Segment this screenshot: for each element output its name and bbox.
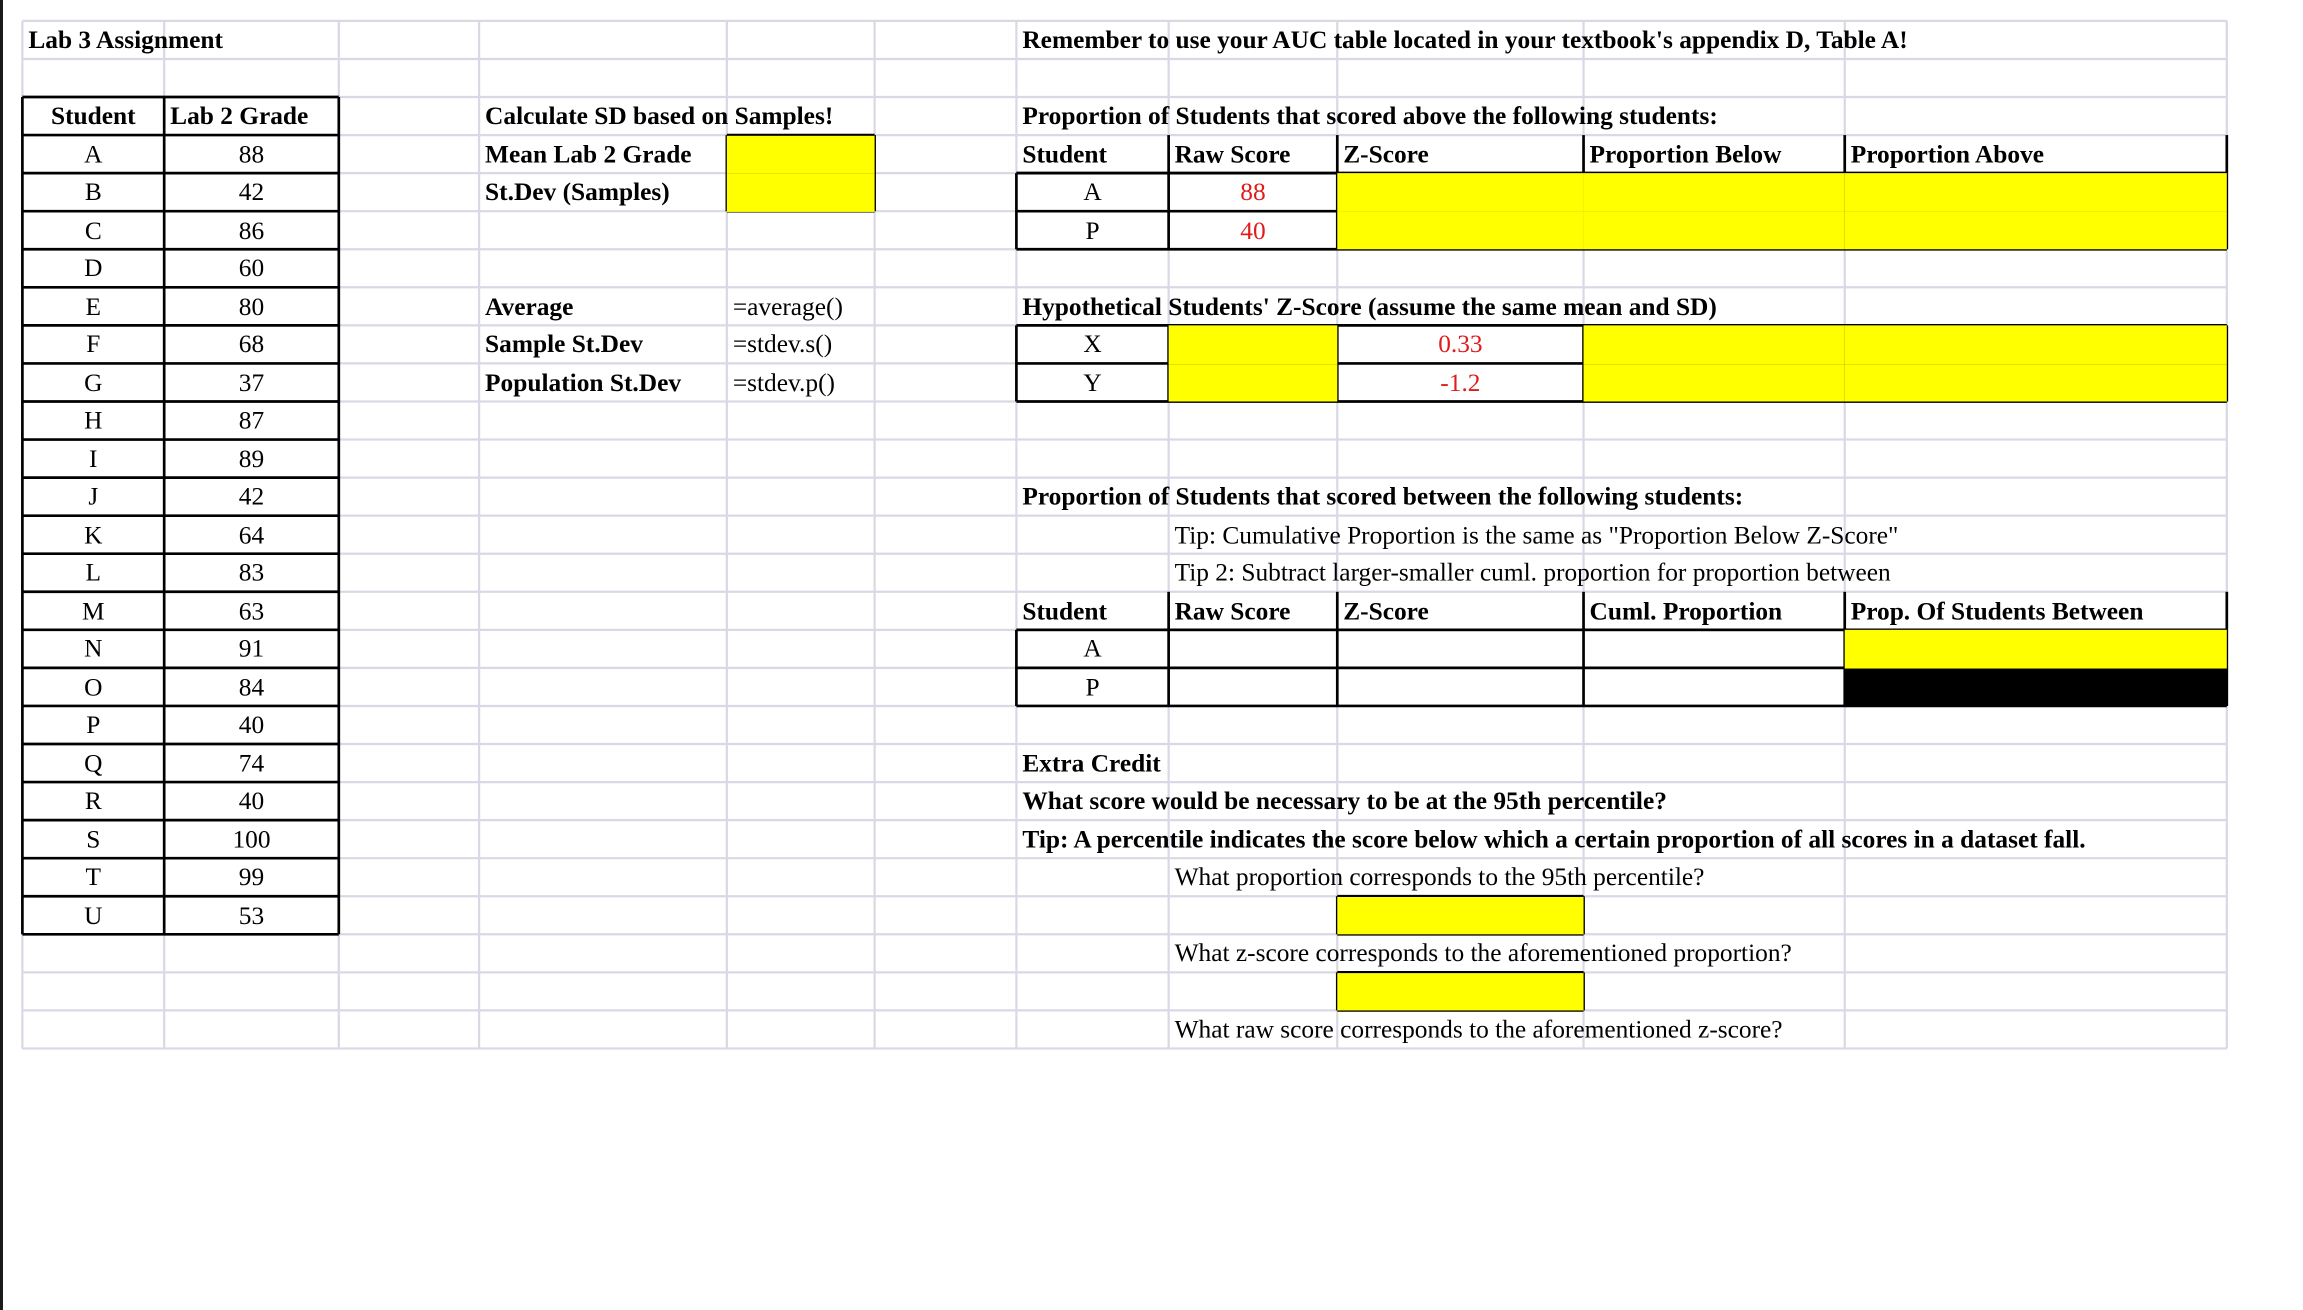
above-answer-cell[interactable] [1337,211,1583,249]
grades-student-cell[interactable]: M [81,596,105,625]
above-column-header: Student [1022,139,1107,168]
grades-student-cell[interactable]: E [85,291,102,321]
grades-grade-cell[interactable]: 87 [238,405,265,435]
above-answer-cell[interactable] [1845,173,2227,211]
grades-student-cell[interactable]: I [89,444,98,473]
between-tip-1: Tip: Cumulative Proportion is the same as "Proportion Below Z-Score" [1174,520,1899,549]
grades-grade-cell[interactable]: 74 [238,748,265,777]
formula-label: Sample St.Dev [485,329,643,359]
above-answer-cell[interactable] [1584,211,1845,249]
grades-student-cell[interactable]: Q [84,748,103,777]
above-answer-cell[interactable] [1845,211,2227,249]
extra-question-proportion: What proportion corresponds to the 95th percentile? [1174,862,1705,892]
grades-student-cell[interactable]: N [84,634,103,663]
hypothetical-raw-cell[interactable] [1169,363,1338,401]
formula-hint[interactable]: =average() [732,291,843,321]
between-column-header: Prop. Of Students Between [1850,596,2144,625]
hypothetical-answer-cell[interactable] [1584,363,1845,401]
hypothetical-zscore-cell[interactable]: -1.2 [1440,367,1481,397]
grades-grade-cell[interactable]: 42 [238,482,265,511]
mean-label: Mean Lab 2 Grade [485,139,692,168]
grades-student-cell[interactable]: T [85,862,102,892]
auc-reminder: Remember to use your AUC table located in your textbook's appendix D, Table A! [1022,25,1908,54]
hypothetical-heading: Hypothetical Students' Z-Score (assume the same mean and SD) [1022,291,1717,321]
extra-credit-heading: Extra Credit [1022,748,1161,777]
extra-credit-question: What score would be necessary to be at the 95th percentile? [1022,786,1667,815]
grades-grade-cell[interactable]: 86 [238,215,265,245]
grades-grade-cell[interactable]: 68 [238,329,265,359]
grades-student-cell[interactable]: G [84,367,103,397]
sheet-title: Lab 3 Assignment [28,25,223,54]
grades-student-cell[interactable]: F [86,329,101,359]
between-student-cell[interactable]: A [1083,634,1102,663]
grades-grade-cell[interactable]: 99 [238,862,265,892]
between-tip-2: Tip 2: Subtract larger-smaller cuml. proportion for proportion between [1174,558,1891,587]
between-column-header: Student [1022,596,1107,625]
above-answer-cell[interactable] [1337,173,1583,211]
between-column-header: Raw Score [1174,596,1291,625]
extra-proportion-answer[interactable] [1337,896,1583,934]
extra-question-raw-score: What raw score corresponds to the aforementioned z-score? [1174,1014,1783,1044]
formula-label: Population St.Dev [485,367,682,397]
grades-student-cell[interactable]: D [84,253,103,283]
extra-credit-tip: Tip: A percentile indicates the score below which a certain proportion of all scores in a dataset fall. [1022,824,2086,853]
grades-grade-cell[interactable]: 64 [238,520,265,549]
hypothetical-student-cell[interactable]: Y [1083,367,1102,397]
between-heading: Proportion of Students that scored between the following students: [1022,482,1744,511]
formula-hint[interactable]: =stdev.s() [732,329,833,359]
grades-grade-cell[interactable]: 91 [238,634,265,663]
grades-student-cell[interactable]: L [85,558,102,587]
sd-answer-cell[interactable] [727,173,875,211]
above-student-cell[interactable]: P [1085,215,1100,245]
above-column-header: Proportion Above [1850,139,2045,168]
grades-grade-cell[interactable]: 100 [232,824,271,853]
sd-label: St.Dev (Samples) [485,177,670,206]
grades-grade-cell[interactable]: 53 [238,900,265,930]
between-column-header: Cuml. Proportion [1589,596,1783,625]
grades-student-cell[interactable]: A [84,139,103,168]
hypothetical-answer-cell[interactable] [1845,363,2227,401]
grades-grade-cell[interactable]: 40 [238,786,265,815]
sd-calc-heading: Calculate SD based on Samples! [485,101,834,130]
hypothetical-answer-cell[interactable] [1584,325,1845,363]
grades-grade-cell[interactable]: 42 [238,177,265,206]
mean-answer-cell[interactable] [727,135,875,173]
above-student-cell[interactable]: A [1083,177,1102,206]
grades-student-cell[interactable]: C [84,215,102,245]
grades-student-header: Student [50,101,136,130]
extra-question-zscore: What z-score corresponds to the aforementioned proportion? [1174,938,1792,968]
grades-grade-cell[interactable]: 63 [238,596,265,625]
grades-grade-cell[interactable]: 88 [238,139,265,168]
grades-grade-cell[interactable]: 84 [238,672,265,701]
grades-grade-cell[interactable]: 60 [238,253,265,283]
above-column-header: Z-Score [1343,139,1429,168]
above-raw-score-cell[interactable]: 40 [1240,215,1266,245]
above-heading: Proportion of Students that scored above the following students: [1022,101,1718,130]
grades-grade-header: Lab 2 Grade [170,101,309,130]
hypothetical-zscore-cell[interactable]: 0.33 [1438,329,1483,359]
grades-student-cell[interactable]: S [86,824,101,853]
grades-student-cell[interactable]: O [84,672,103,701]
grades-student-cell[interactable]: B [84,177,102,206]
above-raw-score-cell[interactable]: 88 [1240,177,1266,206]
hypothetical-student-cell[interactable]: X [1083,329,1102,359]
grades-student-cell[interactable]: H [84,405,103,435]
formula-label: Average [485,291,574,321]
grades-student-cell[interactable]: K [84,520,103,549]
between-column-header: Z-Score [1343,596,1429,625]
grades-grade-cell[interactable]: 89 [238,444,265,473]
above-column-header: Raw Score [1174,139,1291,168]
grades-student-cell[interactable]: U [84,900,103,930]
grades-grade-cell[interactable]: 80 [238,291,265,321]
hypothetical-answer-cell[interactable] [1845,325,2227,363]
formula-hint[interactable]: =stdev.p() [732,367,835,397]
grades-student-cell[interactable]: J [88,482,99,511]
between-blacked-cell[interactable] [1845,668,2227,706]
extra-zscore-answer[interactable] [1337,972,1583,1010]
grades-student-cell[interactable]: R [84,786,102,815]
between-student-cell[interactable]: P [1085,672,1100,701]
grades-grade-cell[interactable]: 37 [238,367,265,397]
grades-grade-cell[interactable]: 83 [238,558,265,587]
between-answer-cell[interactable] [1845,630,2227,668]
grades-grade-cell[interactable]: 40 [238,710,265,739]
above-answer-cell[interactable] [1584,173,1845,211]
above-column-header: Proportion Below [1589,139,1782,168]
grades-student-cell[interactable]: P [86,710,101,739]
hypothetical-raw-cell[interactable] [1169,325,1338,363]
